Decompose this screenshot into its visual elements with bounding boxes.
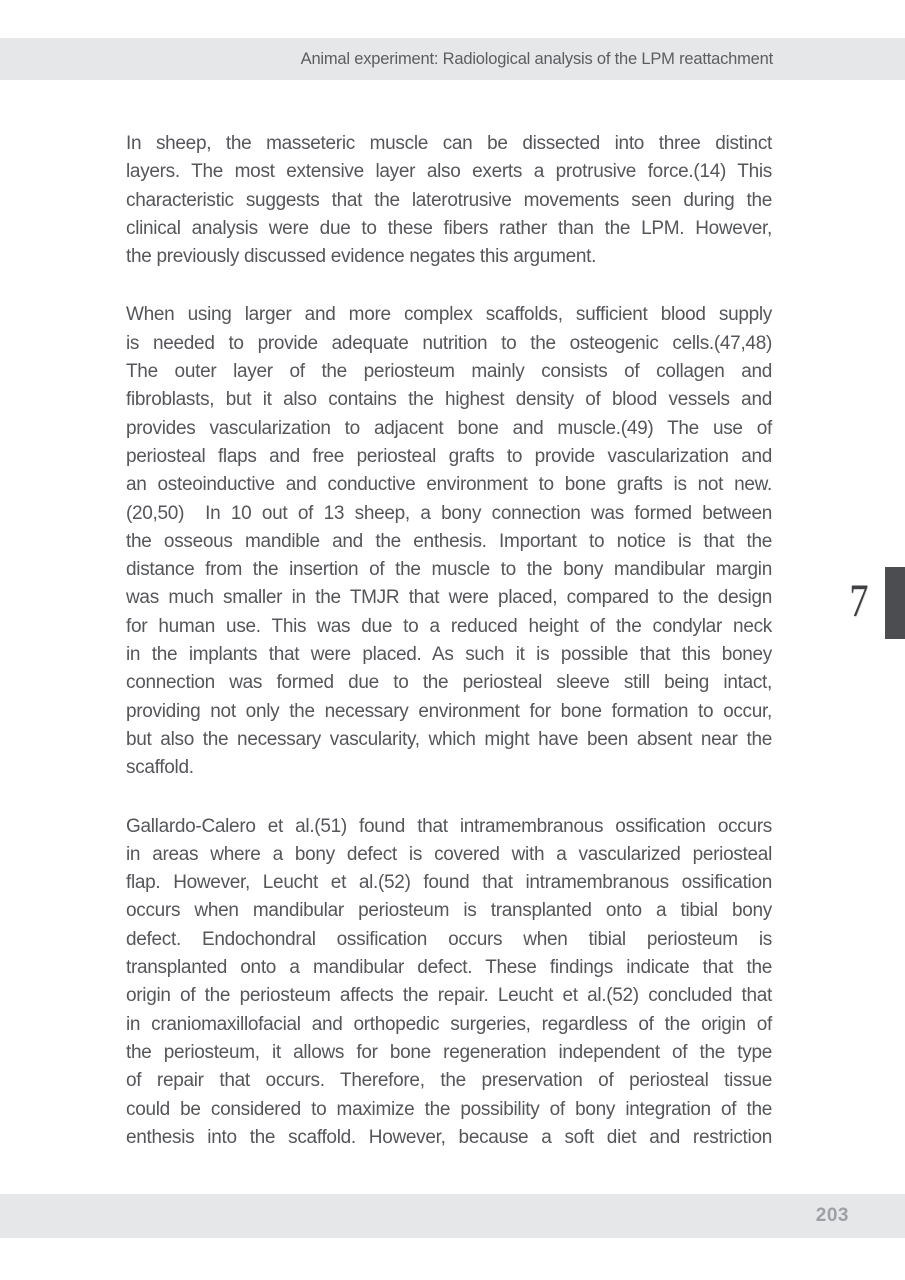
body-text <box>126 130 772 1152</box>
chapter-tab-marker <box>885 567 905 639</box>
text-line: enthesis into the scaffold. However, because a soft diet and restriction <box>126 1126 772 1148</box>
text-line: occurs when mandibular periosteum is transplanted onto a tibial bony <box>126 900 772 922</box>
text-line: defect. Endochondral ossification occurs when tibial periosteum is <box>126 928 772 950</box>
text-line: connection was formed due to the periosteal sleeve still being intact, <box>126 672 772 694</box>
text-line: The outer layer of the periosteum mainly consists of collagen and <box>126 361 772 383</box>
text-line: was much smaller in the TMJR that were placed, compared to the design <box>126 587 772 609</box>
text-line: In sheep, the masseteric muscle can be dissected into three distinct <box>126 133 772 154</box>
text-line: When using larger and more complex scaffolds, sufficient blood supply <box>126 304 772 326</box>
text-line: but also the necessary vascularity, which might have been absent near the <box>126 728 772 750</box>
text-line: characteristic suggests that the laterotrusive movements seen during the <box>126 189 772 211</box>
text-line: could be considered to maximize the possibility of bony integration of the <box>126 1098 772 1120</box>
text-line: the osseous mandible and the enthesis. Important to notice is that the <box>126 530 772 552</box>
text-line: providing not only the necessary environment for bone formation to occur, <box>126 700 772 722</box>
text-line: layers. The most extensive layer also exerts a protrusive force.(14) This <box>126 161 772 183</box>
text-line: flap. However, Leucht et al.(52) found that intramembranous ossification <box>126 872 772 894</box>
running-header-title: Animal experiment: Radiological analysis of the LPM reattachment <box>300 49 773 68</box>
text-line: provides vascularization to adjacent bone and muscle.(49) The use of <box>126 417 772 439</box>
text-line: the previously discussed evidence negates this argument. <box>126 246 597 268</box>
page-number: 203 <box>815 1205 849 1226</box>
text-line: an osteoinductive and conductive environment to bone grafts is not new. <box>126 474 772 496</box>
paragraph <box>126 301 772 782</box>
text-line: clinical analysis were due to these fibers rather than the LPM. However, <box>126 217 772 239</box>
text-line: the periosteum, it allows for bone regeneration independent of the type <box>126 1041 772 1063</box>
paragraph <box>126 813 772 1153</box>
text-line: of repair that occurs. Therefore, the preservation of periosteal tissue <box>126 1070 772 1092</box>
text-line: origin of the periosteum affects the repair. Leucht et al.(52) concluded that <box>126 985 772 1007</box>
text-line: Gallardo-Calero et al.(51) found that intramembranous ossification occurs <box>126 815 772 837</box>
text-line: distance from the insertion of the muscle to the bony mandibular margin <box>126 559 772 581</box>
footer-band <box>0 1194 905 1238</box>
text-line: (20,50) In 10 out of 13 sheep, a bony connection was formed between <box>126 502 772 524</box>
text-line: periosteal flaps and free periosteal grafts to provide vascularization and <box>126 445 772 467</box>
text-line: in areas where a bony defect is covered with a vascularized periosteal <box>126 843 772 865</box>
text-line: in the implants that were placed. As such it is possible that this boney <box>126 644 772 666</box>
text-line: fibroblasts, but it also contains the highest density of blood vessels and <box>126 389 772 411</box>
header-band <box>0 38 905 80</box>
text-line: in craniomaxillofacial and orthopedic surgeries, regardless of the origin of <box>126 1013 772 1035</box>
text-line: for human use. This was due to a reduced height of the condylar neck <box>126 615 772 637</box>
text-line: transplanted onto a mandibular defect. These findings indicate that the <box>126 957 772 979</box>
paragraph <box>126 130 772 271</box>
text-line: scaffold. <box>126 757 194 779</box>
chapter-number: 7 <box>848 575 868 627</box>
text-line: is needed to provide adequate nutrition to the osteogenic cells.(47,48) <box>126 332 772 354</box>
